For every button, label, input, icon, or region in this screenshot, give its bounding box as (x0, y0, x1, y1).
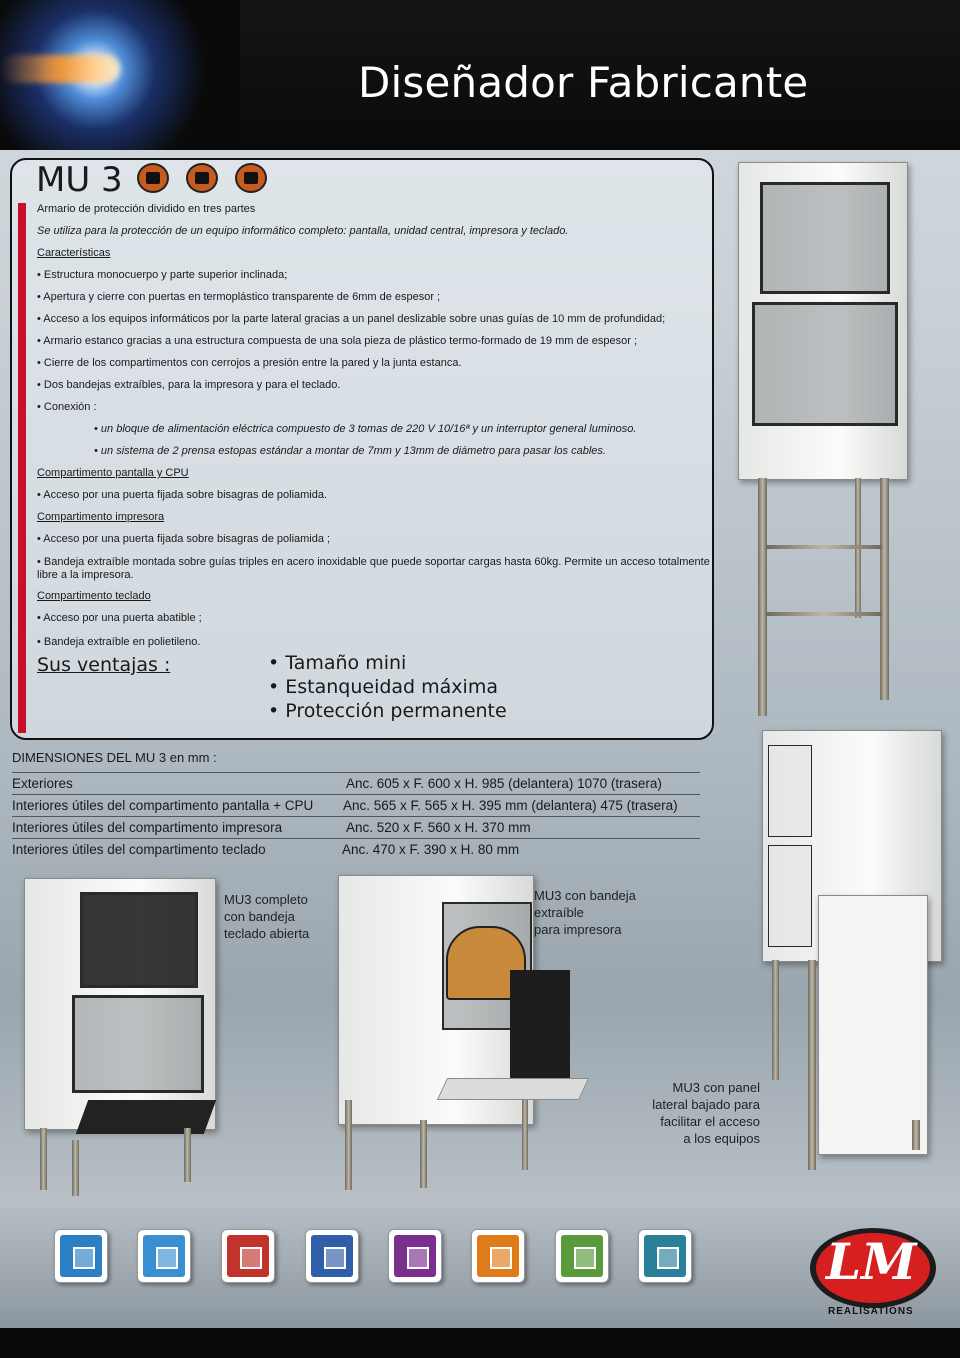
advantage-item: • Estanqueidad máxima (268, 676, 498, 698)
caption-line: a los equipos (683, 1131, 760, 1146)
photo-caption-keyboard-tray (224, 891, 309, 942)
advantages-heading: Sus ventajas : (37, 654, 171, 676)
vandal-protection-icon (388, 1229, 442, 1283)
caption-line: extraíble (534, 905, 584, 920)
compartment-item: • Bandeja extraíble montada sobre guías triples en acero inoxidable que puede soportar cargas hasta 60kg. Permite un acceso totalmente libre a la impresora. (37, 556, 710, 581)
dimension-label: Interiores útiles del compartimento teclado (12, 842, 266, 857)
connection-item: • un bloque de alimentación eléctrica compuesto de 3 tomas de 220 V 10/16ª y un interruptor general luminoso. (94, 423, 637, 435)
footer-bar (0, 1328, 960, 1358)
product-usage: Se utiliza para la protección de un equipo informático completo: pantalla, unidad central, impresora y teclado. (37, 225, 569, 237)
dust-protection-icon (555, 1229, 609, 1283)
connection-item: • un sistema de 2 prensa estopas estándar a montar de 7mm y 13mm de diámetro para pasar los cables. (94, 445, 606, 457)
caption-line: lateral bajado para (652, 1097, 760, 1112)
factory-icon (186, 163, 218, 193)
dimension-value: Anc. 605 x F. 600 x H. 985 (delantera) 1070 (trasera) (346, 776, 662, 791)
keyboard (76, 1100, 216, 1134)
header-banner (0, 0, 960, 150)
caption-line: MU3 completo (224, 892, 308, 907)
caption-line: para impresora (534, 922, 622, 937)
dimension-value: Anc. 470 x F. 390 x H. 80 mm (342, 842, 520, 857)
compartment-item: • Acceso por una puerta fijada sobre bisagras de poliamida ; (37, 533, 331, 545)
dimension-label: Interiores útiles del compartimento impresora (12, 820, 283, 835)
feature-item: • Dos bandejas extraíbles, para la impresora y para el teclado. (37, 379, 341, 391)
accent-bar (18, 203, 26, 733)
dimensions-row (12, 816, 700, 839)
printer (510, 970, 570, 1080)
compartment-item: • Acceso por una puerta fijada sobre bisagras de poliamida. (37, 489, 328, 501)
feature-item: • Cierre de los compartimentos con cerrojos a presión entre la pared y la junta estanca. (37, 357, 462, 369)
company-logo[interactable] (808, 1228, 936, 1320)
compartment-item: • Bandeja extraíble en polietileno. (37, 636, 201, 648)
caption-line: teclado abierta (224, 926, 310, 941)
caption-line: MU3 con panel (672, 1080, 760, 1095)
workshop-icon (235, 163, 267, 193)
dimensions-row (12, 772, 700, 795)
compartment-item: • Acceso por una puerta abatible ; (37, 612, 202, 624)
dimensions-row (12, 794, 700, 817)
compartment-heading: Compartimento impresora (37, 511, 165, 523)
printer-tray (437, 1078, 589, 1100)
caption-line: MU3 con bandeja (534, 888, 636, 903)
logo-text: REALISATIONS (828, 1306, 914, 1317)
water-protection-icon (137, 1229, 191, 1283)
feature-item: • Apertura y cierre con puertas en termoplástico transparente de 6mm de espesor ; (37, 291, 441, 303)
feature-item: • Armario estanco gracias a una estructura compuesta de una sola pieza de plástico termo-formado de 19 mm de espesor ; (37, 335, 637, 347)
compartment-heading: Compartimento pantalla y CPU (37, 467, 189, 479)
emc-protection-icon (638, 1229, 692, 1283)
dimension-label: Exteriores (12, 776, 73, 791)
feature-item: • Acceso a los equipos informáticos por la parte lateral gracias a un panel deslizable sobre unas guías de 10 mm de profundidad; (37, 313, 666, 325)
caption-line: facilitar el acceso (660, 1114, 760, 1129)
compartment-heading: Compartimento teclado (37, 590, 151, 602)
dimensions-row (12, 838, 700, 861)
advantage-item: • Tamaño mini (268, 652, 407, 674)
caption-line: con bandeja (224, 909, 295, 924)
product-subtitle: Armario de protección dividido en tres partes (37, 203, 256, 215)
page-title: Diseñador Fabricante (358, 58, 809, 107)
photo-caption-side-panel (652, 1079, 760, 1147)
header-artwork (0, 0, 240, 150)
dimension-label: Interiores útiles del compartimento pantalla + CPU (12, 798, 314, 813)
photo-caption-printer-tray (534, 887, 636, 938)
fire-protection-icon (471, 1229, 525, 1283)
feature-item: • Conexión : (37, 401, 97, 413)
logo-letters: LM (826, 1232, 917, 1291)
impact-protection-icon (221, 1229, 275, 1283)
cold-protection-icon (54, 1229, 108, 1283)
model-name: MU 3 (36, 160, 123, 200)
dimensions-title: DIMENSIONES DEL MU 3 en mm : (12, 750, 217, 765)
dimension-value: Anc. 565 x F. 565 x H. 395 mm (delantera) 475 (trasera) (343, 798, 678, 813)
advantage-item: • Protección permanente (268, 700, 507, 722)
dimension-value: Anc. 520 x F. 560 x H. 370 mm (346, 820, 531, 835)
electrical-protection-icon (305, 1229, 359, 1283)
bull-icon (137, 163, 169, 193)
feature-item: • Estructura monocuerpo y parte superior inclinada; (37, 269, 288, 281)
features-heading: Características (37, 247, 111, 259)
